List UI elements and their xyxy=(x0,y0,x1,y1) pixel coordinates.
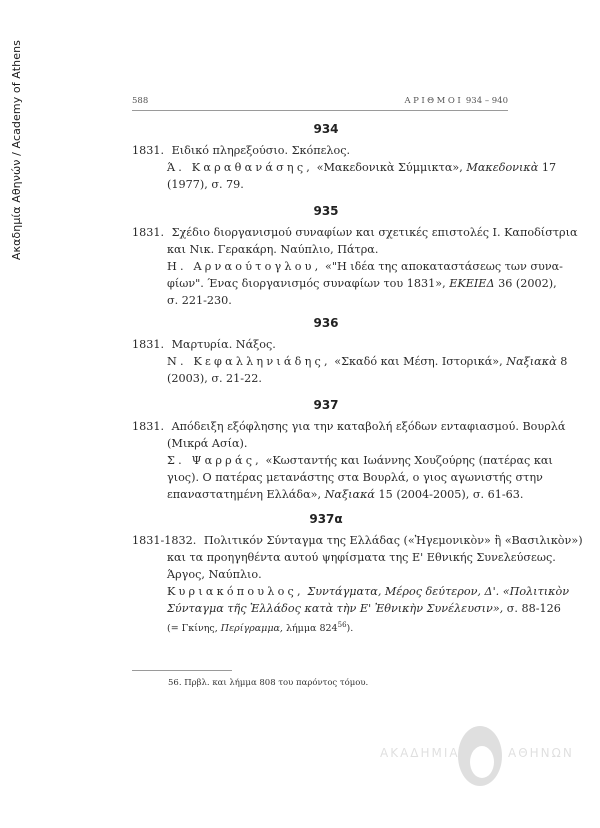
entry-desc-text: Απόδειξη εξόφλησης για την καταβολή εξόδων ενταφιασμού. Βουρλά xyxy=(171,420,566,433)
entry-number: 937 xyxy=(313,398,339,412)
header-rule xyxy=(132,110,508,111)
running-title-label: ΑΡΙΘΜΟΙ xyxy=(404,96,464,106)
ref-author: Σ. Ψαρράς, xyxy=(167,454,262,467)
entry-year: 1831. xyxy=(132,338,165,351)
entry-year: 1831-1832. xyxy=(132,534,197,547)
ref-volume: 8 xyxy=(560,355,568,368)
ref-title: Συντάγματα, Μέρος δεύτερον, Δ'. «Πολιτικὸν xyxy=(307,585,570,598)
entry-year: 1831. xyxy=(132,420,165,433)
running-title xyxy=(404,96,508,106)
ref-volume: 17 xyxy=(541,161,557,174)
running-head xyxy=(132,96,508,106)
entry-desc xyxy=(132,336,520,353)
ref-journal: Ναξιακά xyxy=(324,488,375,501)
entry-desc-text: Ειδικό πληρεξούσιο. Σκόπελος. xyxy=(171,144,351,157)
footnote: 56. Πρβλ. και λήμμα 808 του παρόντος τόμου. xyxy=(168,678,369,688)
entry-number: 936 xyxy=(313,316,339,330)
ref-author: Ν. Κεφαλληνιάδης, xyxy=(167,355,331,368)
entry-ref-cont xyxy=(132,600,561,617)
ref-title: «Μακεδονικὰ Σύμμικτα», xyxy=(316,161,463,174)
entry-ref xyxy=(132,353,568,370)
running-title-range: 934 – 940 xyxy=(465,96,508,106)
entry-ref-cont: (1977), σ. 79. xyxy=(167,178,244,191)
entry-ref xyxy=(132,452,553,469)
entry-937 xyxy=(132,398,566,503)
entry-number: 937α xyxy=(309,512,343,526)
entry-year: 1831. xyxy=(132,144,165,157)
entry-ref-pages: σ. 221-230. xyxy=(167,294,232,307)
entry-ref-cont: γιος). Ο πατέρας μετανάστης στα Βουρλά, ο γιος αγωνιστής στην xyxy=(167,471,543,484)
entry-desc-text: Πολιτικόν Σύνταγμα της Ελλάδας («Ἡγεμονικὸν» ἢ «Βασιλικὸν») xyxy=(203,534,583,547)
crossref-open: (= Γκίνης, xyxy=(167,623,218,635)
entry-desc xyxy=(132,418,566,435)
crossref-close: ). xyxy=(346,623,354,635)
academy-logo-watermark xyxy=(380,722,574,792)
ref-journal: Ναξιακὰ xyxy=(506,355,557,368)
ref-title-cont: φίων". Ένας διοργανισμός συναφίων του 1831», xyxy=(167,277,446,290)
entry-934 xyxy=(132,122,557,193)
entry-ref xyxy=(132,159,557,176)
logo-text-left: ΑΚΑΔΗΜΙΑ xyxy=(380,746,460,760)
entry-desc-text: Σχέδιο διοργανισμού συναφίων και σχετικές επιστολές Ι. Καποδίστρια xyxy=(171,226,578,239)
entry-desc xyxy=(132,532,583,549)
crossref-title: Περίγραμμα, xyxy=(220,623,283,635)
ref-title: «"Η ιδέα της αποκαταστάσεως των συνα- xyxy=(324,260,563,273)
ref-volume: 36 (2002), xyxy=(498,277,557,290)
ref-volume: 15 (2004-2005), σ. 61-63. xyxy=(378,488,524,501)
ref-title-cont: Σύνταγμα τῆς Ἑλλάδος κατὰ τὴν Ε' Ἐθνικὴν Συνέλευσιν», xyxy=(167,602,504,615)
ref-author: Η. Αρναούτογλου, xyxy=(167,260,322,273)
footnote-marker[interactable]: 56 xyxy=(337,621,347,629)
ref-title-end: επαναστατημένη Ελλάδα», xyxy=(167,488,322,501)
entry-ref-cont: (2003), σ. 21-22. xyxy=(167,372,262,385)
entry-ref xyxy=(132,258,563,275)
ref-journal: ΕΚΕΙΕΔ xyxy=(449,277,495,290)
ref-author: Ά. Καραθανάσης, xyxy=(167,161,314,174)
crossref-lemma: λήμμα 824 xyxy=(285,623,338,635)
entry-935 xyxy=(132,204,578,309)
entry-ref-cont xyxy=(132,275,557,292)
logo-text-right: ΑΘΗΝΩΝ xyxy=(508,746,574,760)
entry-ref-crossref xyxy=(132,617,520,637)
entry-937a xyxy=(132,512,583,637)
ref-journal: Μακεδονικὰ xyxy=(466,161,539,174)
ref-pages: σ. 88-126 xyxy=(506,602,561,615)
entry-desc xyxy=(132,224,578,241)
entry-desc-cont: (Μικρά Ασία). xyxy=(167,437,248,450)
entry-ref-cont-2 xyxy=(132,486,524,503)
ref-title: «Σκαδό και Μέση. Ιστορικά», xyxy=(334,355,503,368)
entry-desc xyxy=(132,142,520,159)
entry-year: 1831. xyxy=(132,226,165,239)
athena-head-icon xyxy=(452,722,508,792)
entry-desc-cont: και Νικ. Γερακάρη. Ναύπλιο, Πάτρα. xyxy=(167,243,379,256)
side-watermark: Ακαδημία Αθηνών / Academy of Athens xyxy=(10,40,23,261)
ref-author: Κυριακόπουλος, xyxy=(167,585,304,598)
entry-number: 934 xyxy=(313,122,339,136)
page-number: 588 xyxy=(132,96,149,106)
entry-desc-place: Άργος, Ναύπλιο. xyxy=(167,568,262,581)
entry-number: 935 xyxy=(313,204,339,218)
entry-ref xyxy=(132,583,570,600)
footnote-rule xyxy=(132,670,232,671)
entry-desc-text: Μαρτυρία. Νάξος. xyxy=(171,338,276,351)
ref-title: «Κωσταντής και Ιωάννης Χουζούρης (πατέρας και xyxy=(265,454,553,467)
entry-936 xyxy=(132,316,568,387)
entry-desc-cont: και τα προηγηθέντα αυτού ψηφίσματα της Ε' Εθνικής Συνελεύσεως. xyxy=(167,551,556,564)
